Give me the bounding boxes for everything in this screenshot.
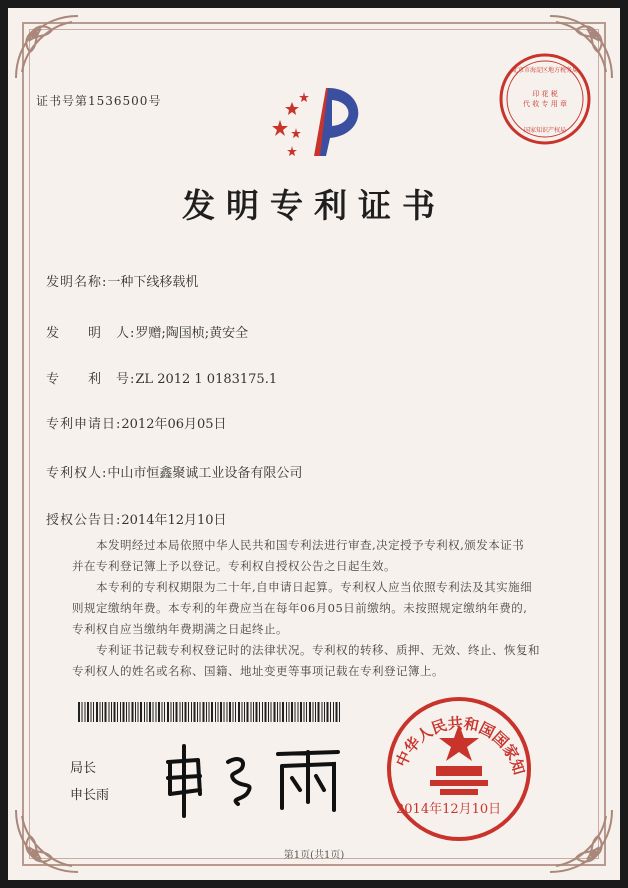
inventors-label: 发 明 人:: [46, 326, 136, 341]
filing-date-value: 2012年06月05日: [121, 417, 227, 432]
certificate-page: [8, 8, 620, 880]
page-title: 发明专利证书: [182, 186, 446, 225]
page-number: 第1页(共1页): [283, 850, 345, 861]
patent-office-logo: [270, 80, 374, 162]
corner-ornament-icon: [12, 12, 82, 82]
corner-ornament-icon: [546, 806, 616, 876]
stamp-small: [496, 50, 594, 148]
patent-number-value: ZL 2012 1 0183175.1: [135, 372, 278, 387]
patentee-value: 中山市恒鑫聚诚工业设备有限公司: [107, 466, 303, 481]
patent-number-row: [46, 368, 277, 387]
patent-number-label: 专 利 号:: [46, 372, 136, 387]
filing-date-label: 专利申请日:: [46, 417, 122, 432]
svg-text:代 收 专 用 章: 代 收 专 用 章: [523, 100, 567, 108]
svg-text:北京市海淀区地方税务局: 北京市海淀区地方税务局: [511, 67, 579, 74]
grant-date-value: 2014年12月10日: [121, 513, 227, 528]
corner-ornament-icon: [12, 806, 82, 876]
patentee-label: 专利权人:: [46, 466, 108, 481]
director-name: 申长雨: [70, 788, 110, 803]
svg-text:印 花 税: 印 花 税: [532, 90, 558, 98]
body-line: 专利权人的姓名或名称、国籍、地址变更等事项记载在专利登记簿上。: [72, 664, 444, 678]
patentee-row: [46, 462, 302, 481]
filing-date-row: [46, 413, 227, 432]
svg-text:中华人民共和国国家知识产权局: 中华人民共和国国家知: [392, 714, 529, 777]
body-line: 专利权自应当缴纳年费期满之日起终止。: [72, 622, 288, 636]
invention-name-row: [46, 271, 198, 290]
barcode: [78, 702, 340, 722]
body-line: 专利证书记载专利权登记时的法律状况。专利权的转移、质押、无效、终止、恢复和: [72, 643, 540, 657]
director-title: 局长: [70, 761, 97, 776]
body-line: 本专利的专利权期限为二十年,自申请日起算。专利权人应当依照专利法及其实施细: [72, 580, 533, 594]
body-line: 则规定缴纳年费。本专利的年费应当在每年06月05日前缴纳。未按照规定缴纳年费的,: [72, 601, 528, 615]
svg-text:国家知识产权局: 国家知识产权局: [523, 127, 567, 134]
inventors-value: 罗赠;陶国桢;黄安全: [135, 326, 249, 341]
invention-name-value: 一种下线移载机: [107, 275, 199, 290]
certificate-body: [72, 535, 580, 682]
grant-date-label: 授权公告日:: [46, 513, 122, 528]
seal-date: 2014年12月10日: [396, 802, 502, 817]
invention-name-label: 发明名称:: [46, 275, 108, 290]
body-line: 并在专利登记簿上予以登记。专利权自授权公告之日起生效。: [72, 559, 396, 573]
certificate-number: 证书号第1536500号: [36, 94, 162, 108]
body-line: 本发明经过本局依照中华人民共和国专利法进行审查,决定授予专利权,颁发本证书: [72, 538, 525, 552]
grant-date-row: [46, 509, 227, 528]
official-seal: [384, 694, 534, 844]
inventors-row: [46, 322, 248, 341]
director-signature: [158, 732, 358, 822]
